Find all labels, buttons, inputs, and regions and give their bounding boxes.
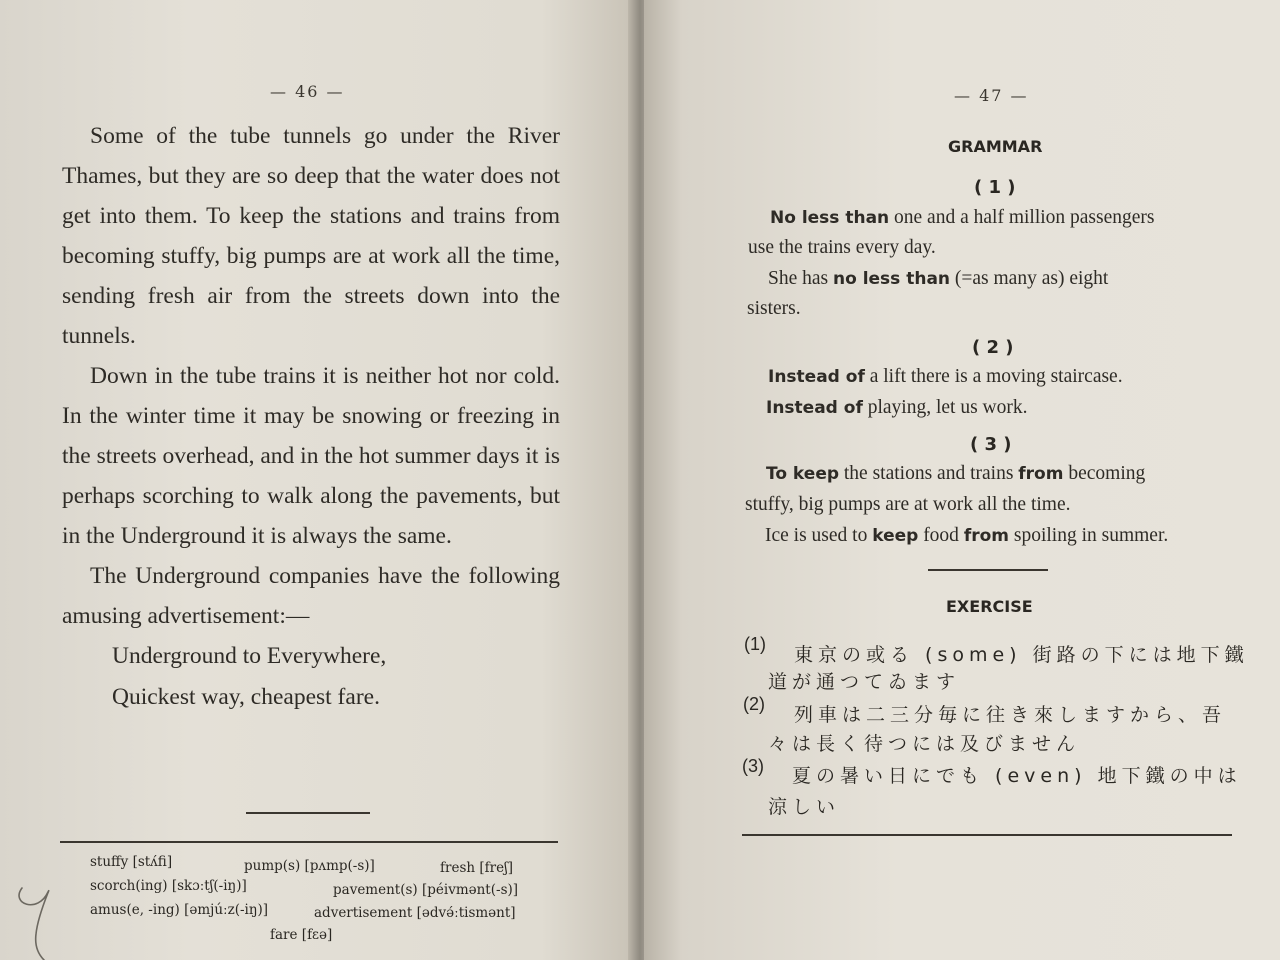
glossary-word: pavement(s): [333, 882, 418, 898]
grammar-line: [747, 298, 801, 320]
text-run: becoming: [1063, 463, 1146, 484]
grammar-line: [766, 463, 1145, 485]
text-line: scorching to walk along the pavements, but: [142, 483, 560, 509]
text-run: sisters.: [747, 298, 801, 319]
text-line: fresh air from the streets down into the: [147, 283, 560, 309]
glossary-entry: [90, 902, 268, 918]
glossary-pron: [ədvə́ːtismənt]: [416, 905, 516, 921]
glossary-entry: [314, 905, 516, 921]
grammar-line: [766, 397, 1028, 419]
grammar-line: [765, 525, 1168, 547]
glossary-word: amus(e, -ing): [90, 902, 180, 918]
exercise-number: (1): [744, 634, 766, 654]
glossary-pron: [skɔːtʃ(-iŋ)]: [171, 878, 247, 894]
text-line: water does not get into them. To keep the: [62, 163, 560, 229]
text-line: River Thames, but they are so deep that the: [62, 123, 560, 189]
section-number: ( 3 ): [970, 434, 1012, 455]
bold-phrase: from: [1018, 464, 1064, 484]
grammar-heading: GRAMMAR: [948, 137, 1043, 156]
glossary-word: advertisement: [314, 905, 413, 921]
glossary-word: stuffy: [90, 854, 129, 870]
glossary-pron: [freʃ]: [479, 860, 513, 876]
bottom-divider: [742, 834, 1232, 836]
text-line: and in the hot summer days it is perhaps: [62, 443, 560, 509]
text-line: nor cold. In the winter time it may be: [62, 363, 560, 429]
glossary-word: fare: [270, 927, 298, 943]
text-run: She has: [768, 268, 833, 289]
glossary-word: fresh: [440, 860, 476, 876]
bold-phrase: Instead of: [766, 398, 863, 418]
text-line: The Underground companies have the: [90, 563, 469, 589]
exercise-line: 列車は二三分毎に往き來しますから、吾: [794, 704, 1227, 726]
text-run: use the trains every day.: [748, 237, 936, 258]
text-run: spoiling in summer.: [1009, 525, 1169, 546]
exercise-line: 道が通つてゐます: [768, 671, 961, 693]
section-number: ( 1 ): [974, 177, 1016, 198]
text-line: big pumps are at work all the time, sending: [62, 243, 560, 309]
text-run: playing, let us work.: [862, 397, 1028, 418]
glossary-entry: [244, 858, 375, 874]
bold-phrase: keep: [872, 526, 919, 546]
bold-phrase: No less than: [770, 208, 890, 228]
exercise-line: 々は長く待つには及びません: [768, 733, 1081, 755]
glossary-pron: [pʌmp(-s)]: [304, 858, 375, 874]
text-line: tunnels.: [62, 323, 136, 349]
bold-phrase: Instead of: [768, 367, 865, 387]
glossary-pron: [əmjúːz(-iŋ)]: [184, 902, 269, 918]
page-number-right: — 47 —: [954, 86, 1029, 105]
text-line: Some of the tube tunnels go under the: [90, 123, 508, 149]
glossary-entry: [270, 927, 332, 943]
grammar-line: [768, 268, 1108, 290]
text-line: snowing or freezing in the streets overhead,: [62, 403, 560, 469]
right-page: [644, 0, 1280, 960]
exercise-number: (2): [743, 694, 765, 714]
exercise-heading: EXERCISE: [946, 597, 1033, 616]
exercise-line: 東京の或る (some) 街路の下には地下鐵: [794, 644, 1249, 666]
grammar-line: [745, 494, 1070, 516]
glossary-word: scorch(ing): [90, 878, 168, 894]
glossary-entry: [90, 854, 172, 870]
bold-phrase: To keep: [766, 464, 840, 484]
text-run: Ice is used to: [765, 525, 873, 546]
text-run: the stations and trains: [839, 463, 1019, 484]
glossary-pron: [stʌ́fi]: [132, 854, 173, 870]
glossary-pron: [péivmənt(-s)]: [421, 882, 519, 898]
glossary-entry: [90, 878, 247, 894]
text-run: one and a half million passengers: [889, 207, 1155, 228]
pronunciation-glossary: [0, 0, 636, 960]
text-run: food: [918, 525, 964, 546]
exercise-line: 涼しい: [768, 796, 841, 818]
divider: [928, 569, 1048, 571]
bold-phrase: from: [963, 526, 1009, 546]
glossary-word: pump(s): [244, 858, 301, 874]
section-number: ( 2 ): [972, 337, 1014, 358]
text-line: Down in the tube trains it is neither hot: [90, 363, 476, 389]
verse-line: Quickest way, cheapest fare.: [112, 684, 380, 710]
text-run: a lift there is a moving staircase.: [864, 366, 1123, 387]
glossary-entry: [333, 882, 518, 898]
text-line: stations and trains from becoming stuffy,: [62, 203, 560, 269]
verse-line: Underground to Everywhere,: [112, 643, 387, 669]
exercise-number: (3): [742, 756, 764, 776]
pencil-mark-icon: [8, 884, 68, 960]
text-line: following amusing advertisement:—: [62, 563, 560, 629]
grammar-line: [768, 366, 1123, 388]
left-page: [0, 0, 636, 960]
glossary-entry: [440, 860, 513, 876]
page-number-left: — 46 —: [270, 82, 345, 101]
exercise-line: 夏の暑い日にでも (even) 地下鐵の中は: [792, 765, 1242, 787]
glossary-pron: [fɛə]: [301, 927, 333, 943]
grammar-line: [748, 237, 936, 259]
text-run: (=as many as) eight: [950, 268, 1109, 289]
bold-phrase: no less than: [833, 269, 951, 289]
text-run: stuffy, big pumps are at work all the time.: [745, 494, 1071, 515]
text-line: in the Underground it is always the same.: [62, 523, 452, 549]
grammar-line: [770, 207, 1155, 229]
